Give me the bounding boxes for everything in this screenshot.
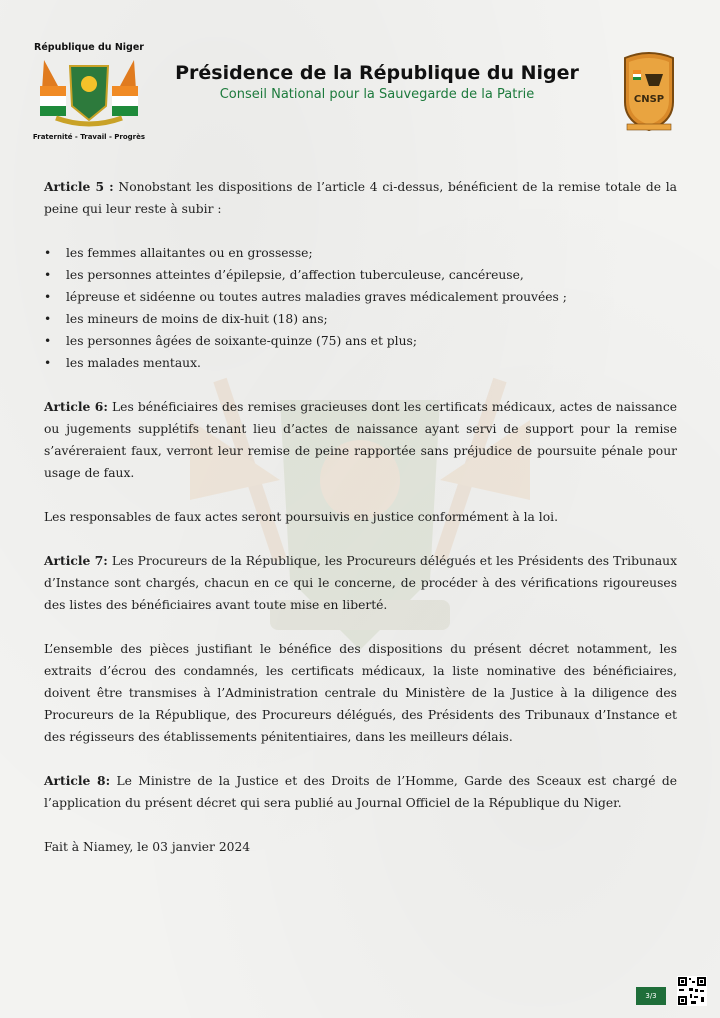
qr-code-icon [677, 976, 707, 1006]
coat-of-arms-icon [36, 56, 142, 132]
article-6-label: Article 6: [44, 399, 108, 414]
signature-line: Fait à Niamey, le 03 janvier 2024 [44, 840, 251, 854]
list-item: • les malades mentaux. [44, 352, 677, 374]
coat-of-arms-title: République du Niger [34, 42, 144, 53]
list-item: • les personnes âgées de soixante-quinze (75) ans et plus; [44, 330, 677, 352]
article-5-text: Nonobstant les dispositions de l’article 4 ci-dessus, bénéficient de la remise totale de la peine qui leur reste à subir : [44, 180, 677, 216]
list-item: • lépreuse et sidéenne ou toutes autres maladies graves médicalement prouvées ; [44, 286, 677, 308]
article-7-text: Les Procureurs de la République, les Procureurs délégués et les Présidents des Tribunaux d’Instance sont chargés, chacun en ce qui le concerne, de procéder à des vérifications rigoureuses des listes des bénéficiaires avant toute mise en liberté. [44, 554, 678, 612]
list-item: • les femmes allaitantes ou en grossesse; [44, 242, 677, 264]
article-8-text: Le Ministre de la Justice et des Droits de l’Homme, Garde des Sceaux est chargé de l’application du présent décret qui sera publié au Journal Officiel de la République du Niger. [44, 774, 677, 810]
cnsp-logo-icon [619, 50, 679, 134]
article-5-list [44, 242, 677, 374]
article-7 [44, 550, 677, 616]
document-body [44, 176, 677, 858]
page-number-badge: 3/3 [636, 987, 666, 1005]
list-item: • les mineurs de moins de dix-huit (18) ans; [44, 308, 677, 330]
coat-of-arms-motto: Fraternité - Travail - Progrès [32, 133, 146, 141]
article-7-label: Article 7: [44, 553, 108, 568]
article-8 [44, 770, 677, 814]
article-8-label: Article 8: [44, 773, 111, 788]
page-title: Présidence de la République du Niger [175, 62, 579, 84]
article-6-text: Les bénéficiaires des remises gracieuses dont les certificats médicaux, actes de naissance ou jugements supplétifs tenant lieu d’actes de naissance ayant servi de support pour la remise s’avéreraient faux, verront leur remise de peine rapportée sans préjudice de poursuite pénale pour usage de faux. [44, 400, 678, 480]
article-6 [44, 396, 677, 484]
cnsp-logo-text: CNSP [633, 94, 665, 105]
page-subtitle: Conseil National pour la Sauvegarde de la Patrie [219, 87, 535, 102]
list-item: • les personnes atteintes d’épilepsie, d’affection tuberculeuse, cancéreuse, [44, 264, 677, 286]
article-5 [44, 176, 677, 220]
page-header [0, 0, 720, 150]
article-5-label: Article 5 : [44, 179, 114, 194]
paragraph-ensemble: L’ensemble des pièces justifiant le bénéfice des dispositions du présent décret notamment, les extraits d’écrou des condamnés, les certificats médicaux, la liste nominative des bénéficiaires, doivent être transmises à l’Administration centrale du Ministère de la Justice à la diligence des Procureurs de la République, des Procureurs délégués, des Présidents des Tribunaux d’Instance et des régisseurs des établissements pénitentiaires, dans les meilleurs délais. [44, 642, 677, 744]
paragraph-responsables: Les responsables de faux actes seront poursuivis en justice conformément à la loi. [44, 510, 558, 524]
